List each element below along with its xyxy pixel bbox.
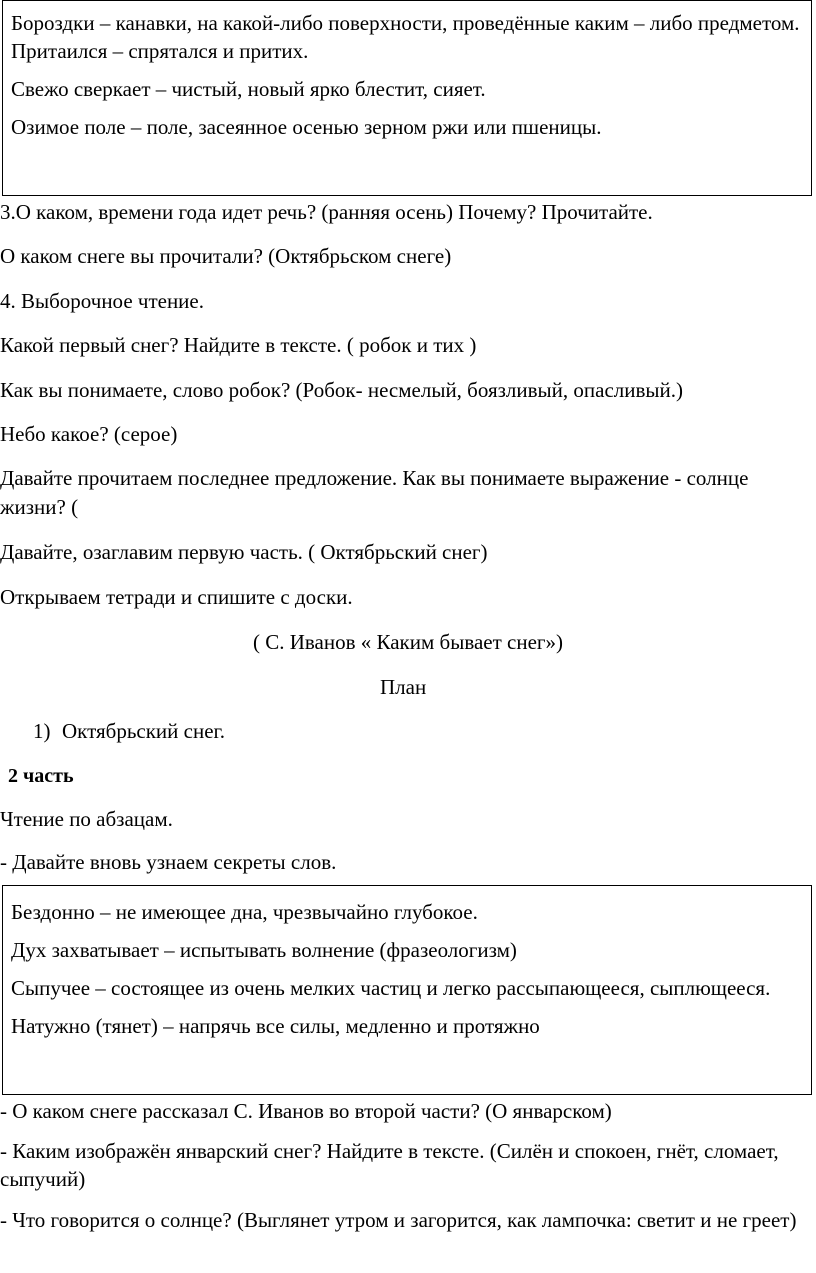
step-selective-reading: 4. Выборочное чтение. xyxy=(0,289,204,313)
glossary-entry: Натужно (тянет) – напрячь все силы, медленно и протяжно xyxy=(11,1014,540,1038)
glossary-box-1 xyxy=(2,0,812,196)
part-2-heading: 2 часть xyxy=(8,765,74,787)
question-second-part: - О каком снеге рассказал С. Иванов во второй части? (О январском) xyxy=(0,1099,612,1123)
plan-item-number: 1) xyxy=(33,719,51,743)
reading-by-paragraphs: Чтение по абзацам. xyxy=(0,807,173,831)
question-first-snow: Какой первый снег? Найдите в тексте. ( робок и тих ) xyxy=(0,333,477,357)
question-january-snow: - Каким изображён январский снег? Найдите в тексте. (Силён и спокоен, гнёт, сломает, сыпучий) xyxy=(0,1139,779,1191)
question-snow: О каком снеге вы прочитали? (Октябрьском снеге) xyxy=(0,244,452,268)
glossary-entry: Дух захватывает – испытывать волнение (фразеологизм) xyxy=(11,938,517,962)
question-title-part: Давайте, озаглавим первую часть. ( Октябрьский снег) xyxy=(0,540,488,564)
glossary-entry: Бороздки – канавки, на какой-либо поверхности, проведённые каким – либо предметом. xyxy=(11,11,800,35)
question-sky: Небо какое? (серое) xyxy=(0,422,178,446)
plan-title: План xyxy=(380,675,427,699)
question-last-sentence: Давайте прочитаем последнее предложение. Как вы понимаете выражение - солнце жизни? ( xyxy=(0,466,749,519)
plan-item-text: Октябрьский снег. xyxy=(62,719,226,743)
glossary-entry: Притаился – спрятался и притих. xyxy=(11,39,309,63)
source-citation: ( С. Иванов « Каким бывает снег») xyxy=(252,630,564,654)
question-timid: Как вы понимаете, слово робок? (Робок- несмелый, боязливый, опасливый.) xyxy=(0,378,684,402)
glossary-entry: Бездонно – не имеющее дна, чрезвычайно глубокое. xyxy=(11,900,478,924)
glossary-box-2 xyxy=(2,885,812,1095)
glossary-entry: Свежо сверкает – чистый, новый ярко блестит, сияет. xyxy=(11,77,486,101)
word-secrets: - Давайте вновь узнаем секреты слов. xyxy=(0,850,337,874)
question-season: 3.О каком, времени года идет речь? (ранняя осень) Почему? Прочитайте. xyxy=(0,200,653,224)
instruction-notebooks: Открываем тетради и спишите с доски. xyxy=(0,585,353,609)
glossary-entry: Сыпучее – состоящее из очень мелких частиц и легко рассыпающееся, сыплющееся. xyxy=(11,976,771,1000)
glossary-entry: Озимое поле – поле, засеянное осенью зерном ржи или пшеницы. xyxy=(11,115,602,139)
question-sun: - Что говорится о солнце? (Выглянет утром и загорится, как лампочка: светит и не греет) xyxy=(0,1208,797,1232)
